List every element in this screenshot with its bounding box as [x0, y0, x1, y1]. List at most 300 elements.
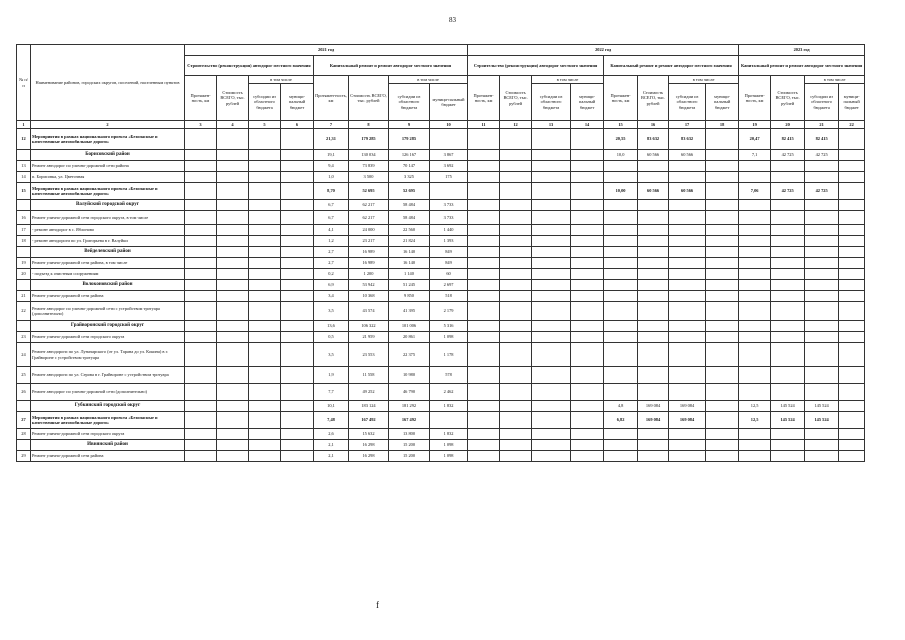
value-cell — [281, 200, 314, 211]
value-cell — [771, 291, 805, 302]
value-cell: 5 316 — [430, 321, 468, 332]
value-cell — [706, 451, 739, 462]
value-cell — [249, 161, 281, 172]
value-cell — [739, 225, 771, 236]
value-cell — [532, 150, 571, 161]
header-incl: в том числе — [532, 76, 604, 84]
value-cell — [571, 343, 604, 367]
district-row — [17, 280, 865, 291]
row-name: Ремонт улично-дорожной сети района — [31, 291, 185, 302]
value-cell: 23 553 — [349, 343, 389, 367]
column-number: 11 — [468, 121, 500, 129]
value-cell — [839, 302, 865, 321]
value-cell: 518 — [430, 291, 468, 302]
value-cell — [805, 367, 839, 384]
value-cell — [739, 161, 771, 172]
value-cell — [217, 258, 249, 269]
value-cell — [532, 211, 571, 225]
table-row — [17, 225, 865, 236]
value-cell: 6,9 — [314, 280, 349, 291]
value-cell — [839, 429, 865, 440]
value-cell — [571, 429, 604, 440]
row-number — [17, 401, 31, 412]
value-cell — [468, 172, 500, 183]
value-cell: 1 098 — [430, 440, 468, 451]
value-cell — [839, 367, 865, 384]
value-cell — [604, 384, 638, 401]
value-cell — [468, 302, 500, 321]
value-cell — [706, 384, 739, 401]
column-number: 13 — [532, 121, 571, 129]
value-cell: 6,7 — [314, 211, 349, 225]
row-number — [17, 150, 31, 161]
value-cell: 23 217 — [349, 236, 389, 247]
row-name: Мероприятия в рамках национального проекта «Безопасные и качественные автомобильные дороги» — [31, 129, 185, 150]
header-length: Протяжен-ность, км — [468, 76, 500, 121]
value-cell — [604, 258, 638, 269]
value-cell — [217, 172, 249, 183]
table-row — [17, 211, 865, 225]
value-cell — [468, 343, 500, 367]
value-cell — [638, 258, 669, 269]
table-row — [17, 161, 865, 172]
value-cell: 2,7 — [314, 247, 349, 258]
value-cell: 3,5 — [314, 302, 349, 321]
value-cell — [638, 211, 669, 225]
value-cell — [669, 211, 706, 225]
value-cell — [604, 291, 638, 302]
row-number: 20 — [17, 269, 31, 280]
value-cell — [500, 302, 532, 321]
value-cell — [500, 269, 532, 280]
value-cell — [249, 236, 281, 247]
value-cell: 7,06 — [739, 183, 771, 200]
value-cell — [532, 401, 571, 412]
value-cell: 62 217 — [349, 211, 389, 225]
row-number — [17, 247, 31, 258]
value-cell — [638, 236, 669, 247]
value-cell — [638, 332, 669, 343]
value-cell: 12,5 — [739, 401, 771, 412]
value-cell: 42 725 — [771, 150, 805, 161]
value-cell — [739, 172, 771, 183]
value-cell: 4,1 — [314, 225, 349, 236]
header-cost: Стоимость ВСЕГО, тыс. рублей — [638, 76, 669, 121]
value-cell — [468, 150, 500, 161]
value-cell — [604, 332, 638, 343]
value-cell — [669, 225, 706, 236]
value-cell — [185, 129, 217, 150]
value-cell — [669, 367, 706, 384]
value-cell — [571, 451, 604, 462]
road-repair-table — [16, 44, 865, 462]
value-cell — [739, 429, 771, 440]
row-name: - ремонт автодорог в с. Яблоново — [31, 225, 185, 236]
value-cell — [249, 291, 281, 302]
value-cell — [805, 440, 839, 451]
value-cell — [468, 401, 500, 412]
value-cell — [638, 302, 669, 321]
row-number: 17 — [17, 225, 31, 236]
value-cell — [739, 367, 771, 384]
value-cell: 42 725 — [805, 183, 839, 200]
value-cell — [185, 343, 217, 367]
column-number: 18 — [706, 121, 739, 129]
value-cell — [706, 129, 739, 150]
value-cell — [217, 291, 249, 302]
value-cell — [571, 384, 604, 401]
value-cell: 16 989 — [349, 258, 389, 269]
value-cell — [571, 150, 604, 161]
column-number: 15 — [604, 121, 638, 129]
value-cell — [500, 247, 532, 258]
value-cell: 15 200 — [389, 440, 430, 451]
column-number: 8 — [349, 121, 389, 129]
row-name: Борисовский район — [31, 150, 185, 161]
value-cell — [281, 236, 314, 247]
value-cell — [638, 172, 669, 183]
row-name: Ивнянский район — [31, 440, 185, 451]
value-cell: 3 325 — [389, 172, 430, 183]
value-cell: 3,4 — [314, 291, 349, 302]
value-cell — [571, 412, 604, 429]
district-row — [17, 150, 865, 161]
value-cell — [571, 440, 604, 451]
value-cell: 7,7 — [314, 384, 349, 401]
header-incl: в том числе — [805, 76, 865, 84]
value-cell — [217, 429, 249, 440]
value-cell: 2 462 — [430, 384, 468, 401]
value-cell — [500, 161, 532, 172]
value-cell — [532, 247, 571, 258]
value-cell — [604, 367, 638, 384]
value-cell — [839, 129, 865, 150]
value-cell: 60 566 — [669, 150, 706, 161]
value-cell — [739, 384, 771, 401]
value-cell: 1 832 — [430, 401, 468, 412]
value-cell: 7,1 — [739, 150, 771, 161]
row-name: Ремонт улично-дорожной сети района, в том числе — [31, 258, 185, 269]
value-cell — [771, 332, 805, 343]
value-cell: 52 695 — [349, 183, 389, 200]
value-cell — [771, 247, 805, 258]
value-cell — [638, 367, 669, 384]
value-cell — [532, 183, 571, 200]
value-cell — [281, 384, 314, 401]
value-cell: 7,48 — [314, 412, 349, 429]
value-cell — [739, 211, 771, 225]
value-cell: 12,5 — [739, 412, 771, 429]
value-cell — [571, 129, 604, 150]
value-cell — [805, 211, 839, 225]
value-cell — [839, 161, 865, 172]
value-cell — [532, 440, 571, 451]
value-cell: 15 632 — [349, 429, 389, 440]
value-cell: 126 167 — [389, 150, 430, 161]
value-cell — [571, 367, 604, 384]
page-number: 83 — [449, 16, 456, 24]
column-number: 6 — [281, 121, 314, 129]
value-cell: 1,9 — [314, 367, 349, 384]
value-cell — [185, 211, 217, 225]
value-cell — [669, 161, 706, 172]
value-cell — [217, 412, 249, 429]
column-number-row — [17, 121, 865, 129]
header-sub-reg: субсидии из областного бюджета — [669, 84, 706, 121]
value-cell — [532, 332, 571, 343]
value-cell — [739, 269, 771, 280]
value-cell — [281, 161, 314, 172]
value-cell: 1 098 — [430, 332, 468, 343]
row-number — [17, 321, 31, 332]
value-cell — [805, 429, 839, 440]
value-cell — [839, 225, 865, 236]
value-cell: 8,70 — [314, 183, 349, 200]
value-cell: 51 245 — [389, 280, 430, 291]
value-cell — [500, 321, 532, 332]
header-sub-reg: субсидии из областного бюджета — [805, 84, 839, 121]
value-cell — [430, 129, 468, 150]
value-cell — [217, 332, 249, 343]
value-cell: 9 850 — [389, 291, 430, 302]
value-cell — [571, 269, 604, 280]
value-cell — [638, 269, 669, 280]
value-cell — [468, 200, 500, 211]
header-cost: Стоимость ВСЕГО, тыс. рублей — [349, 76, 389, 121]
value-cell — [571, 332, 604, 343]
value-cell — [185, 161, 217, 172]
value-cell: 101 006 — [389, 321, 430, 332]
value-cell — [571, 161, 604, 172]
value-cell — [839, 291, 865, 302]
value-cell — [805, 280, 839, 291]
value-cell — [771, 172, 805, 183]
value-cell — [739, 302, 771, 321]
value-cell: 15 200 — [389, 451, 430, 462]
footer-mark: f — [376, 600, 379, 610]
district-row — [17, 401, 865, 412]
column-number: 22 — [839, 121, 865, 129]
value-cell — [430, 183, 468, 200]
value-cell — [468, 412, 500, 429]
value-cell — [839, 384, 865, 401]
value-cell — [217, 384, 249, 401]
header-sub-reg: субсидии из областного бюджета — [532, 84, 571, 121]
value-cell — [185, 332, 217, 343]
value-cell — [500, 440, 532, 451]
value-cell: 181 292 — [389, 401, 430, 412]
value-cell — [249, 440, 281, 451]
value-cell — [805, 172, 839, 183]
value-cell — [604, 236, 638, 247]
row-name: п. Борисовка, ул. Цветочная — [31, 172, 185, 183]
value-cell — [185, 225, 217, 236]
value-cell: 16 298 — [349, 451, 389, 462]
value-cell — [805, 247, 839, 258]
value-cell — [571, 236, 604, 247]
row-name: Ремонт улично-дорожной сети городского округа — [31, 429, 185, 440]
value-cell — [468, 236, 500, 247]
table-row — [17, 367, 865, 384]
value-cell: 179 285 — [389, 129, 430, 150]
value-cell — [604, 429, 638, 440]
value-cell — [468, 367, 500, 384]
header-group-2: Капитальный ремонт и ремонт автодорог местного значения — [314, 56, 468, 76]
value-cell — [638, 384, 669, 401]
value-cell — [706, 247, 739, 258]
value-cell — [217, 302, 249, 321]
column-number: 14 — [571, 121, 604, 129]
column-number: 4 — [217, 121, 249, 129]
row-name: - подъезд к очистным сооружениям — [31, 269, 185, 280]
value-cell — [249, 451, 281, 462]
value-cell — [281, 247, 314, 258]
value-cell — [217, 200, 249, 211]
header-length: Протяжен-ность, км — [185, 76, 217, 121]
value-cell — [739, 343, 771, 367]
header-group-4: Капитальный ремонт и ремонт автодорог местного значения — [604, 56, 739, 76]
value-cell: 10 980 — [389, 367, 430, 384]
column-number: 17 — [669, 121, 706, 129]
value-cell — [706, 225, 739, 236]
value-cell — [706, 211, 739, 225]
value-cell — [281, 440, 314, 451]
district-row — [17, 321, 865, 332]
value-cell — [604, 225, 638, 236]
value-cell — [468, 291, 500, 302]
value-cell — [839, 401, 865, 412]
value-cell — [281, 269, 314, 280]
value-cell — [571, 280, 604, 291]
value-cell — [217, 183, 249, 200]
value-cell — [185, 183, 217, 200]
value-cell: 3 733 — [430, 211, 468, 225]
value-cell: 183 124 — [349, 401, 389, 412]
value-cell: 175 — [430, 172, 468, 183]
value-cell — [468, 429, 500, 440]
value-cell — [805, 258, 839, 269]
value-cell — [217, 451, 249, 462]
value-cell — [468, 384, 500, 401]
value-cell — [706, 440, 739, 451]
value-cell — [839, 343, 865, 367]
value-cell — [805, 343, 839, 367]
value-cell: 83 632 — [669, 129, 706, 150]
value-cell — [638, 451, 669, 462]
value-cell — [604, 440, 638, 451]
value-cell — [669, 236, 706, 247]
value-cell: 82 415 — [805, 129, 839, 150]
value-cell — [706, 258, 739, 269]
value-cell: 3 867 — [430, 150, 468, 161]
value-cell: 145 524 — [805, 401, 839, 412]
value-cell — [249, 280, 281, 291]
value-cell — [706, 291, 739, 302]
value-cell — [500, 225, 532, 236]
value-cell — [281, 172, 314, 183]
row-number: 18 — [17, 236, 31, 247]
row-number: 14 — [17, 172, 31, 183]
row-name: Грайворонский городской округ — [31, 321, 185, 332]
value-cell — [468, 161, 500, 172]
value-cell: 849 — [430, 247, 468, 258]
value-cell: 22 560 — [389, 225, 430, 236]
value-cell — [185, 401, 217, 412]
value-cell — [500, 280, 532, 291]
header-length: Протяжен-ность, км — [604, 76, 638, 121]
value-cell — [739, 291, 771, 302]
row-number — [17, 280, 31, 291]
value-cell: 0,2 — [314, 269, 349, 280]
row-number: 24 — [17, 343, 31, 367]
row-number: 28 — [17, 429, 31, 440]
column-number: 1 — [17, 121, 31, 129]
value-cell: 4,8 — [604, 401, 638, 412]
value-cell — [532, 321, 571, 332]
value-cell: 106 322 — [349, 321, 389, 332]
value-cell — [249, 302, 281, 321]
value-cell — [669, 343, 706, 367]
value-cell — [217, 161, 249, 172]
value-cell — [771, 258, 805, 269]
row-number: 13 — [17, 161, 31, 172]
value-cell — [281, 150, 314, 161]
value-cell — [604, 172, 638, 183]
value-cell — [771, 343, 805, 367]
value-cell — [805, 332, 839, 343]
value-cell — [468, 440, 500, 451]
value-cell: 1 440 — [430, 225, 468, 236]
value-cell — [217, 269, 249, 280]
value-cell — [669, 269, 706, 280]
value-cell — [249, 269, 281, 280]
value-cell: 58 484 — [389, 211, 430, 225]
value-cell — [500, 183, 532, 200]
value-cell: 73 839 — [349, 161, 389, 172]
value-cell — [739, 440, 771, 451]
value-cell — [669, 258, 706, 269]
row-name: Валуйский городской округ — [31, 200, 185, 211]
value-cell — [706, 269, 739, 280]
value-cell — [249, 247, 281, 258]
row-number: 29 — [17, 451, 31, 462]
value-cell — [281, 280, 314, 291]
value-cell — [281, 451, 314, 462]
value-cell: 62 217 — [349, 200, 389, 211]
value-cell: 10 368 — [349, 291, 389, 302]
value-cell: 11 558 — [349, 367, 389, 384]
value-cell — [500, 429, 532, 440]
value-cell — [532, 129, 571, 150]
value-cell — [532, 172, 571, 183]
value-cell — [281, 211, 314, 225]
table-row — [17, 429, 865, 440]
value-cell — [839, 200, 865, 211]
value-cell — [571, 211, 604, 225]
value-cell — [669, 291, 706, 302]
value-cell — [604, 343, 638, 367]
value-cell — [571, 401, 604, 412]
value-cell — [706, 172, 739, 183]
value-cell — [604, 211, 638, 225]
value-cell — [468, 451, 500, 462]
row-name: Ремонт улично-дорожной сети городского округа, в том числе — [31, 211, 185, 225]
value-cell — [185, 280, 217, 291]
value-cell: 53 942 — [349, 280, 389, 291]
value-cell — [771, 211, 805, 225]
value-cell — [604, 321, 638, 332]
value-cell: 1 140 — [389, 269, 430, 280]
